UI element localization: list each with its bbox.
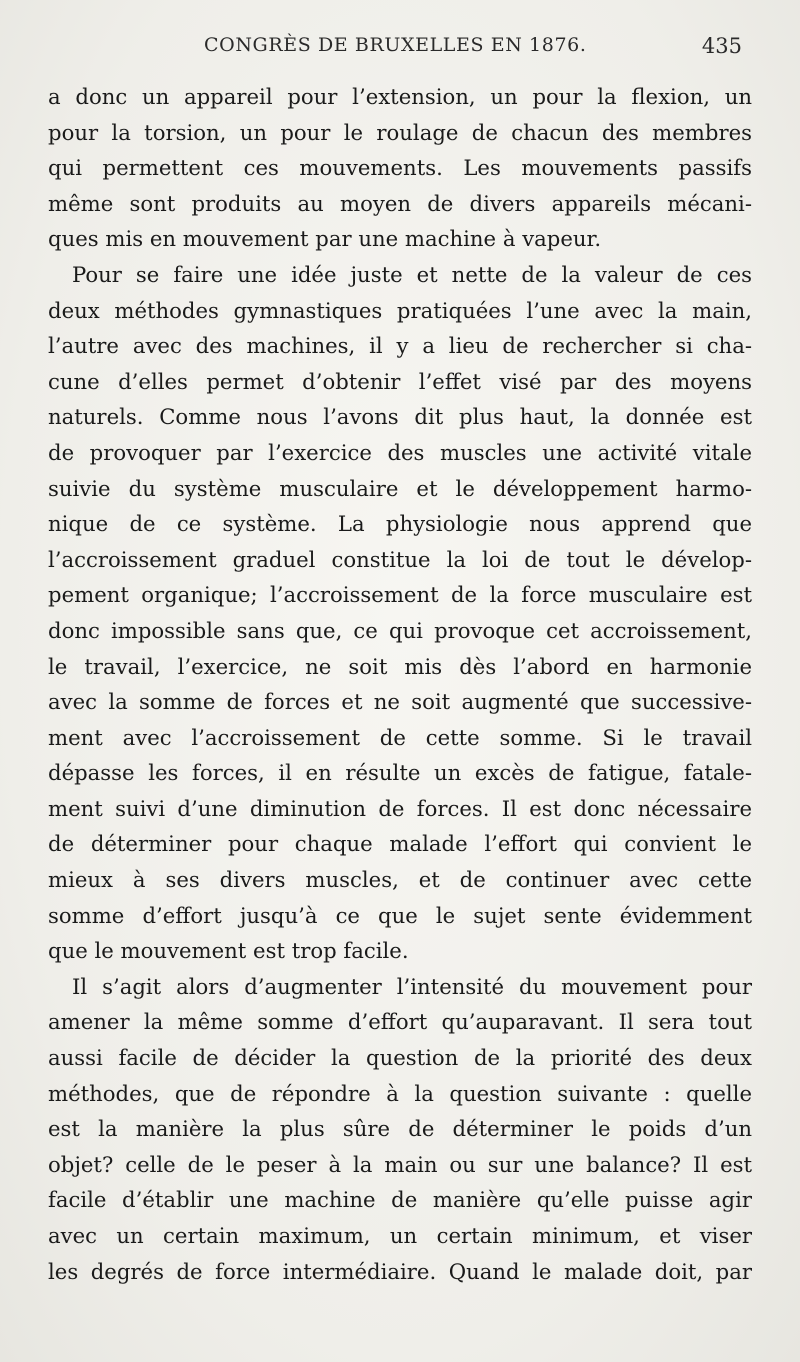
text-line: naturels. Comme nous l’avons dit plus haut, la donnée est <box>48 404 752 430</box>
text-line: que le mouvement est trop facile. <box>48 938 409 964</box>
text-line: pour la torsion, un pour le roulage de chacun des membres <box>48 119 752 145</box>
text-line: Il s’agit alors d’augmenter l’intensité du mouvement pour <box>72 973 752 999</box>
text-line: avec un certain maximum, un certain minimum, et viser <box>48 1223 752 1248</box>
text-line: est la manière la plus sûre de déterminer le poids d’un <box>48 1116 752 1142</box>
text-line: avec la somme de forces et ne soit augmenté que successive- <box>48 689 752 715</box>
body-text <box>48 79 752 1289</box>
text-line: donc impossible sans que, ce qui provoque cet accroissement, <box>48 617 752 643</box>
text-line: deux méthodes gymnastiques pratiquées l’une avec la main, <box>48 297 752 323</box>
text-line: a donc un appareil pour l’extension, un pour la flexion, un <box>48 84 752 109</box>
text-line: de déterminer pour chaque malade l’effort qui convient le <box>48 831 752 857</box>
text-line: de provoquer par l’exercice des muscles une activité vitale <box>48 439 752 465</box>
text-line: les degrés de force intermédiaire. Quand le malade doit, par <box>48 1258 752 1284</box>
text-line: dépasse les forces, il en résulte un excès de fatigue, fatale- <box>48 760 752 786</box>
text-line: facile d’établir une machine de manière qu’elle puisse agir <box>48 1187 752 1213</box>
text-line: le travail, l’exercice, ne soit mis dès l’abord en harmonie <box>48 653 752 679</box>
text-line: amener la même somme d’effort qu’auparavant. Il sera tout <box>48 1009 752 1035</box>
text-line: qui permettent ces mouvements. Les mouvements passifs <box>48 155 752 181</box>
text-line: ment suivi d’une diminution de forces. Il est donc nécessaire <box>48 795 752 821</box>
text-line: ment avec l’accroissement de cette somme. Si le travail <box>48 724 752 750</box>
running-head: CONGRÈS DE BRUXELLES EN 1876. <box>204 34 587 56</box>
text-line: objet? celle de le peser à la main ou sur une balance? Il est <box>48 1151 752 1177</box>
text-line: cune d’elles permet d’obtenir l’effet visé par des moyens <box>48 368 752 394</box>
text-line: aussi facile de décider la question de la priorité des deux <box>48 1045 752 1071</box>
text-line: méthodes, que de répondre à la question suivante : quelle <box>48 1080 752 1106</box>
text-line: somme d’effort jusqu’à ce que le sujet sente évidemment <box>48 902 752 928</box>
text-line: ques mis en mouvement par une machine à vapeur. <box>48 226 602 252</box>
text-line: mieux à ses divers muscles, et de continuer avec cette <box>48 867 752 893</box>
page-header <box>48 34 748 70</box>
text-line: même sont produits au moyen de divers appareils mécani- <box>48 190 752 216</box>
text-line: l’accroissement graduel constitue la loi de tout le dévelop- <box>48 546 752 572</box>
text-line: l’autre avec des machines, il y a lieu de rechercher si cha- <box>48 333 752 359</box>
text-line: suivie du système musculaire et le développement harmo- <box>48 475 752 501</box>
text-line: nique de ce système. La physiologie nous apprend que <box>48 511 752 537</box>
text-line: Pour se faire une idée juste et nette de la valeur de ces <box>72 261 752 287</box>
page-number: 435 <box>701 34 742 58</box>
text-line: pement organique; l’accroissement de la force musculaire est <box>48 582 752 608</box>
